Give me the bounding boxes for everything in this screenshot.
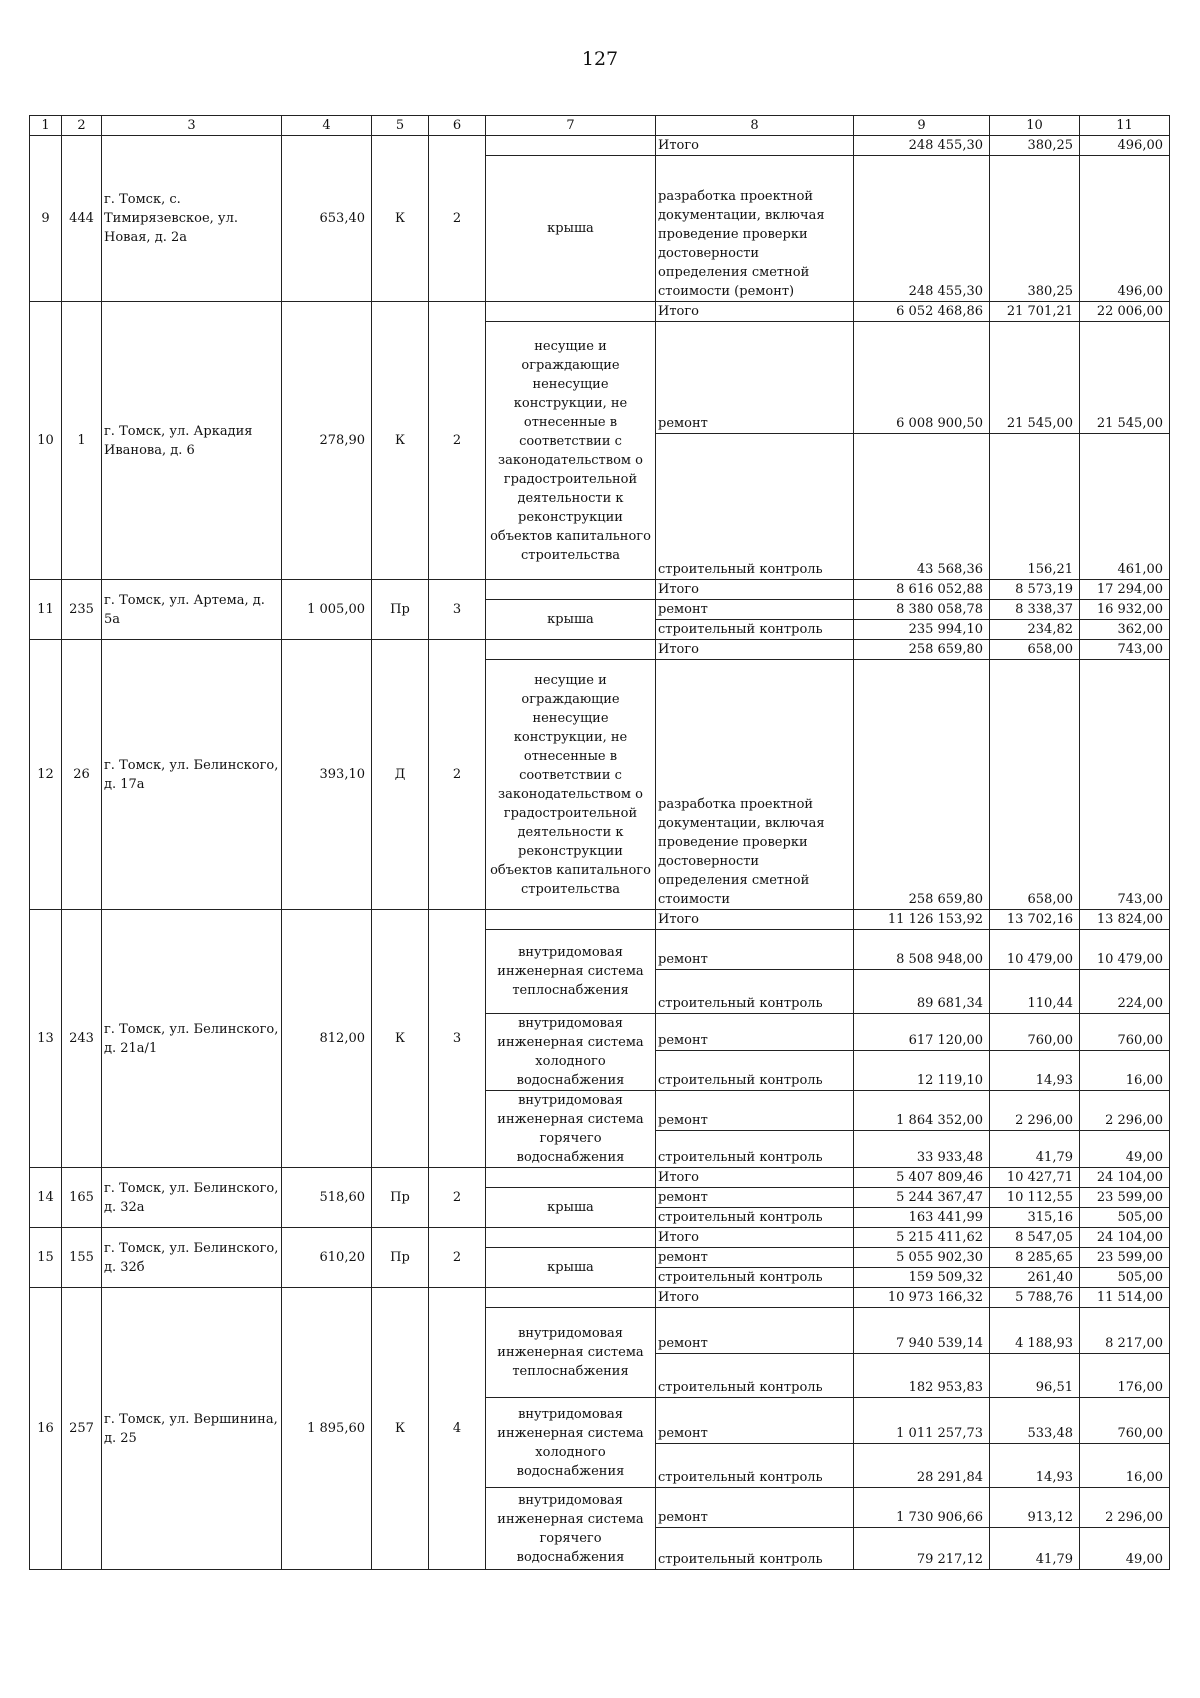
house-area: 1 895,60 <box>282 1288 372 1570</box>
structural-element: внутридомовая инженерная система теплоснабжения <box>486 930 656 1014</box>
total-value-v10: 10 427,71 <box>990 1168 1080 1188</box>
total-label: Итого <box>656 910 854 930</box>
row-number: 14 <box>30 1168 62 1228</box>
structural-element: крыша <box>486 1248 656 1288</box>
total-row <box>30 1228 1170 1248</box>
work-type: ремонт <box>656 1398 854 1444</box>
total-value-v11: 13 824,00 <box>1080 910 1170 930</box>
total-label: Итого <box>656 136 854 156</box>
total-value-v10: 8 573,19 <box>990 580 1080 600</box>
work-value-v9: 1 730 906,66 <box>854 1488 990 1528</box>
work-type: ремонт <box>656 1091 854 1131</box>
work-type: ремонт <box>656 1248 854 1268</box>
total-value-v10: 21 701,21 <box>990 302 1080 322</box>
house-floors: 2 <box>429 1168 486 1228</box>
work-value-v9: 5 055 902,30 <box>854 1248 990 1268</box>
work-type: строительный контроль <box>656 434 854 580</box>
house-address: г. Томск, ул. Белинского, д. 32б <box>102 1228 282 1288</box>
total-label: Итого <box>656 1228 854 1248</box>
row-number: 10 <box>30 302 62 580</box>
work-type: ремонт <box>656 1014 854 1051</box>
total-value-v9: 11 126 153,92 <box>854 910 990 930</box>
total-value-v10: 13 702,16 <box>990 910 1080 930</box>
total-value-v11: 11 514,00 <box>1080 1288 1170 1308</box>
work-value-v9: 8 380 058,78 <box>854 600 990 620</box>
work-value-v9: 159 509,32 <box>854 1268 990 1288</box>
work-value-v10: 10 479,00 <box>990 930 1080 970</box>
column-header-4: 4 <box>282 116 372 136</box>
total-element-cell <box>486 302 656 322</box>
work-value-v11: 10 479,00 <box>1080 930 1170 970</box>
house-address: г. Томск, ул. Аркадия Иванова, д. 6 <box>102 302 282 580</box>
work-type: строительный контроль <box>656 1528 854 1570</box>
structural-element: внутридомовая инженерная система холодного водоснабжения <box>486 1398 656 1488</box>
work-type: разработка проектной документации, включая проведение проверки достоверности определения сметной стоимости (ремонт) <box>656 156 854 302</box>
total-element-cell <box>486 640 656 660</box>
house-id: 1 <box>62 302 102 580</box>
row-number: 16 <box>30 1288 62 1570</box>
total-value-v11: 24 104,00 <box>1080 1228 1170 1248</box>
total-value-v11: 743,00 <box>1080 640 1170 660</box>
work-type: строительный контроль <box>656 1268 854 1288</box>
total-value-v10: 658,00 <box>990 640 1080 660</box>
house-id: 444 <box>62 136 102 302</box>
house-type: К <box>372 302 429 580</box>
work-value-v9: 12 119,10 <box>854 1051 990 1091</box>
column-header-6: 6 <box>429 116 486 136</box>
house-address: г. Томск, ул. Вершинина, д. 25 <box>102 1288 282 1570</box>
house-floors: 2 <box>429 302 486 580</box>
work-value-v11: 49,00 <box>1080 1130 1170 1167</box>
house-id: 235 <box>62 580 102 640</box>
house-type: Д <box>372 640 429 910</box>
row-number: 15 <box>30 1228 62 1288</box>
work-type: ремонт <box>656 1188 854 1208</box>
work-value-v11: 743,00 <box>1080 660 1170 910</box>
work-value-v9: 617 120,00 <box>854 1014 990 1051</box>
total-value-v10: 380,25 <box>990 136 1080 156</box>
work-value-v9: 89 681,34 <box>854 970 990 1014</box>
work-value-v10: 533,48 <box>990 1398 1080 1444</box>
work-value-v10: 14,93 <box>990 1051 1080 1091</box>
house-type: К <box>372 1288 429 1570</box>
work-value-v11: 496,00 <box>1080 156 1170 302</box>
total-label: Итого <box>656 302 854 322</box>
work-value-v11: 505,00 <box>1080 1268 1170 1288</box>
work-type: ремонт <box>656 1488 854 1528</box>
work-value-v10: 913,12 <box>990 1488 1080 1528</box>
row-number: 13 <box>30 910 62 1168</box>
total-element-cell <box>486 136 656 156</box>
column-header-5: 5 <box>372 116 429 136</box>
work-value-v11: 23 599,00 <box>1080 1188 1170 1208</box>
total-row <box>30 580 1170 600</box>
total-label: Итого <box>656 1168 854 1188</box>
work-value-v10: 8 285,65 <box>990 1248 1080 1268</box>
total-row <box>30 1288 1170 1308</box>
house-address: г. Томск, с. Тимирязевское, ул. Новая, д. 2а <box>102 136 282 302</box>
column-header-11: 11 <box>1080 116 1170 136</box>
house-floors: 4 <box>429 1288 486 1570</box>
house-id: 155 <box>62 1228 102 1288</box>
house-id: 243 <box>62 910 102 1168</box>
total-value-v11: 17 294,00 <box>1080 580 1170 600</box>
work-type: ремонт <box>656 930 854 970</box>
work-value-v10: 315,16 <box>990 1208 1080 1228</box>
work-value-v11: 16 932,00 <box>1080 600 1170 620</box>
work-value-v9: 163 441,99 <box>854 1208 990 1228</box>
work-value-v9: 43 568,36 <box>854 434 990 580</box>
work-value-v10: 760,00 <box>990 1014 1080 1051</box>
house-floors: 2 <box>429 136 486 302</box>
house-area: 278,90 <box>282 302 372 580</box>
header-row <box>30 116 1170 136</box>
page-number: 127 <box>581 48 619 70</box>
work-value-v10: 261,40 <box>990 1268 1080 1288</box>
total-row <box>30 910 1170 930</box>
work-value-v11: 224,00 <box>1080 970 1170 1014</box>
work-value-v10: 8 338,37 <box>990 600 1080 620</box>
work-value-v11: 362,00 <box>1080 620 1170 640</box>
house-type: Пр <box>372 580 429 640</box>
total-value-v9: 10 973 166,32 <box>854 1288 990 1308</box>
house-id: 257 <box>62 1288 102 1570</box>
work-value-v11: 505,00 <box>1080 1208 1170 1228</box>
column-header-8: 8 <box>656 116 854 136</box>
total-value-v11: 496,00 <box>1080 136 1170 156</box>
work-type: строительный контроль <box>656 1208 854 1228</box>
work-value-v11: 23 599,00 <box>1080 1248 1170 1268</box>
row-number: 12 <box>30 640 62 910</box>
work-type: ремонт <box>656 322 854 434</box>
row-number: 11 <box>30 580 62 640</box>
total-row <box>30 136 1170 156</box>
house-address: г. Томск, ул. Артема, д. 5а <box>102 580 282 640</box>
structural-element: несущие и ограждающие ненесущие конструкции, не отнесенные в соответствии с законодательством о градостроительной деятельности к реконструкции объектов капитального строительства <box>486 322 656 580</box>
structural-element: крыша <box>486 600 656 640</box>
structural-element: внутридомовая инженерная система холодного водоснабжения <box>486 1014 656 1091</box>
total-label: Итого <box>656 1288 854 1308</box>
total-value-v9: 8 616 052,88 <box>854 580 990 600</box>
total-value-v9: 258 659,80 <box>854 640 990 660</box>
column-header-2: 2 <box>62 116 102 136</box>
work-type: строительный контроль <box>656 620 854 640</box>
house-area: 518,60 <box>282 1168 372 1228</box>
house-type: К <box>372 910 429 1168</box>
work-type: разработка проектной документации, включая проведение проверки достоверности определения сметной стоимости <box>656 660 854 910</box>
work-value-v10: 14,93 <box>990 1444 1080 1488</box>
work-type: строительный контроль <box>656 1444 854 1488</box>
house-address: г. Томск, ул. Белинского, д. 32а <box>102 1168 282 1228</box>
structural-element: внутридомовая инженерная система теплоснабжения <box>486 1308 656 1398</box>
work-value-v11: 2 296,00 <box>1080 1488 1170 1528</box>
work-value-v11: 16,00 <box>1080 1444 1170 1488</box>
row-number: 9 <box>30 136 62 302</box>
work-value-v11: 49,00 <box>1080 1528 1170 1570</box>
total-element-cell <box>486 1168 656 1188</box>
work-value-v9: 6 008 900,50 <box>854 322 990 434</box>
work-value-v9: 79 217,12 <box>854 1528 990 1570</box>
total-value-v9: 6 052 468,86 <box>854 302 990 322</box>
house-floors: 3 <box>429 580 486 640</box>
structural-element: крыша <box>486 156 656 302</box>
total-value-v9: 5 215 411,62 <box>854 1228 990 1248</box>
work-value-v10: 10 112,55 <box>990 1188 1080 1208</box>
house-area: 393,10 <box>282 640 372 910</box>
work-value-v9: 235 994,10 <box>854 620 990 640</box>
total-element-cell <box>486 580 656 600</box>
structural-element: несущие и ограждающие ненесущие конструкции, не отнесенные в соответствии с законодательством о градостроительной деятельности к реконструкции объектов капитального строительства <box>486 660 656 910</box>
total-label: Итого <box>656 580 854 600</box>
work-value-v9: 33 933,48 <box>854 1130 990 1167</box>
total-value-v9: 5 407 809,46 <box>854 1168 990 1188</box>
house-type: К <box>372 136 429 302</box>
work-value-v11: 176,00 <box>1080 1354 1170 1398</box>
capital-repair-table <box>29 115 1170 1570</box>
work-value-v11: 21 545,00 <box>1080 322 1170 434</box>
work-value-v10: 21 545,00 <box>990 322 1080 434</box>
total-label: Итого <box>656 640 854 660</box>
house-id: 26 <box>62 640 102 910</box>
house-floors: 3 <box>429 910 486 1168</box>
work-value-v10: 41,79 <box>990 1130 1080 1167</box>
work-value-v10: 234,82 <box>990 620 1080 640</box>
work-value-v10: 96,51 <box>990 1354 1080 1398</box>
total-element-cell <box>486 1228 656 1248</box>
work-value-v9: 7 940 539,14 <box>854 1308 990 1354</box>
work-value-v9: 248 455,30 <box>854 156 990 302</box>
work-value-v9: 1 011 257,73 <box>854 1398 990 1444</box>
house-floors: 2 <box>429 1228 486 1288</box>
total-row <box>30 1168 1170 1188</box>
house-area: 1 005,00 <box>282 580 372 640</box>
work-type: строительный контроль <box>656 1354 854 1398</box>
column-header-3: 3 <box>102 116 282 136</box>
total-value-v10: 5 788,76 <box>990 1288 1080 1308</box>
column-header-9: 9 <box>854 116 990 136</box>
work-type: строительный контроль <box>656 970 854 1014</box>
work-value-v9: 182 953,83 <box>854 1354 990 1398</box>
structural-element: внутридомовая инженерная система горячего водоснабжения <box>486 1488 656 1570</box>
work-type: ремонт <box>656 1308 854 1354</box>
work-value-v10: 110,44 <box>990 970 1080 1014</box>
work-value-v10: 156,21 <box>990 434 1080 580</box>
work-value-v11: 16,00 <box>1080 1051 1170 1091</box>
column-header-1: 1 <box>30 116 62 136</box>
work-value-v11: 8 217,00 <box>1080 1308 1170 1354</box>
column-header-7: 7 <box>486 116 656 136</box>
structural-element: крыша <box>486 1188 656 1228</box>
total-value-v10: 8 547,05 <box>990 1228 1080 1248</box>
total-element-cell <box>486 1288 656 1308</box>
work-value-v11: 760,00 <box>1080 1398 1170 1444</box>
total-row <box>30 302 1170 322</box>
work-value-v11: 2 296,00 <box>1080 1091 1170 1131</box>
total-element-cell <box>486 910 656 930</box>
structural-element: внутридомовая инженерная система горячего водоснабжения <box>486 1091 656 1168</box>
work-value-v9: 258 659,80 <box>854 660 990 910</box>
house-type: Пр <box>372 1228 429 1288</box>
house-floors: 2 <box>429 640 486 910</box>
total-value-v11: 22 006,00 <box>1080 302 1170 322</box>
work-value-v10: 2 296,00 <box>990 1091 1080 1131</box>
house-area: 653,40 <box>282 136 372 302</box>
work-type: ремонт <box>656 600 854 620</box>
work-value-v11: 461,00 <box>1080 434 1170 580</box>
work-value-v9: 8 508 948,00 <box>854 930 990 970</box>
house-address: г. Томск, ул. Белинского, д. 21а/1 <box>102 910 282 1168</box>
work-value-v10: 41,79 <box>990 1528 1080 1570</box>
work-type: строительный контроль <box>656 1130 854 1167</box>
work-value-v11: 760,00 <box>1080 1014 1170 1051</box>
work-value-v10: 380,25 <box>990 156 1080 302</box>
work-value-v10: 658,00 <box>990 660 1080 910</box>
house-area: 812,00 <box>282 910 372 1168</box>
house-id: 165 <box>62 1168 102 1228</box>
work-value-v9: 5 244 367,47 <box>854 1188 990 1208</box>
column-header-10: 10 <box>990 116 1080 136</box>
house-type: Пр <box>372 1168 429 1228</box>
total-value-v11: 24 104,00 <box>1080 1168 1170 1188</box>
work-value-v9: 28 291,84 <box>854 1444 990 1488</box>
house-area: 610,20 <box>282 1228 372 1288</box>
total-value-v9: 248 455,30 <box>854 136 990 156</box>
total-row <box>30 640 1170 660</box>
work-value-v10: 4 188,93 <box>990 1308 1080 1354</box>
work-type: строительный контроль <box>656 1051 854 1091</box>
house-address: г. Томск, ул. Белинского, д. 17а <box>102 640 282 910</box>
work-value-v9: 1 864 352,00 <box>854 1091 990 1131</box>
